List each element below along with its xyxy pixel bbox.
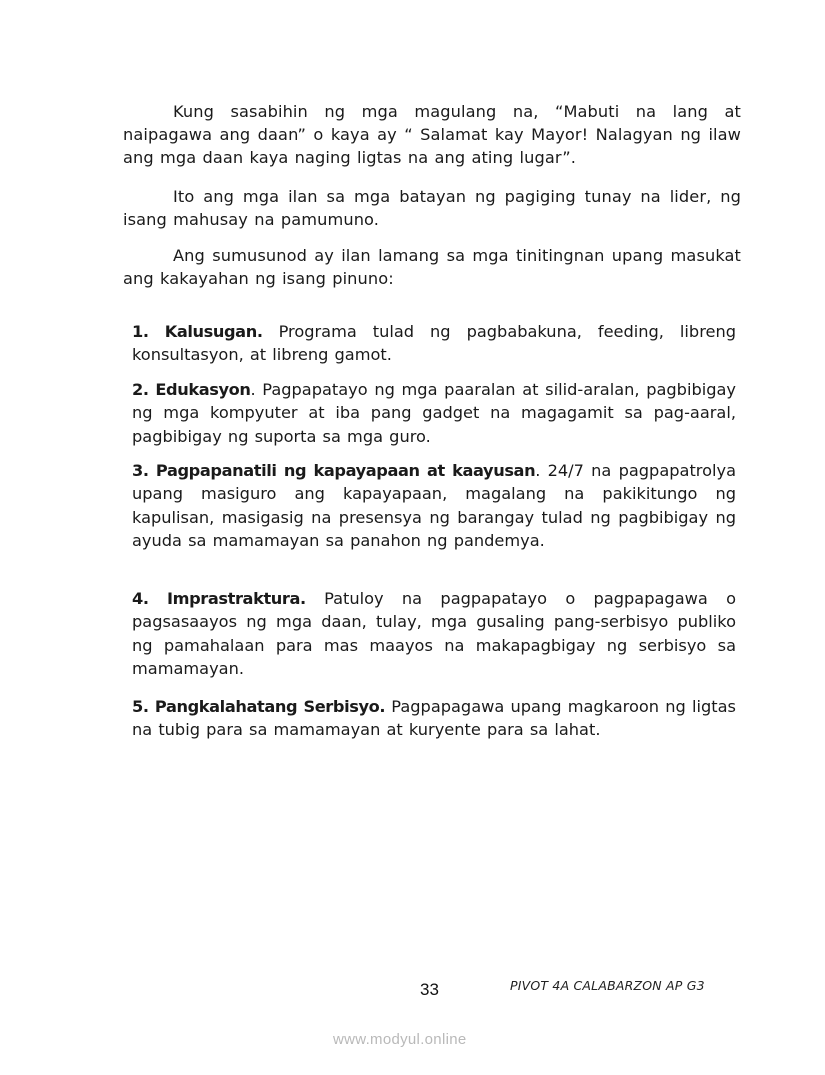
- list-item-heading: 4. Imprastraktura.: [132, 589, 306, 608]
- list-item: [132, 695, 736, 742]
- list-item-body: Patuloy na pagpapatayo o pagpapagawa o pagsasaayos ng mga daan, tulay, mga gusaling pang-serbisyo publiko ng pamahalaan para mas maayos na makapagbigay ng serbisyo sa mamamayan.: [132, 589, 736, 679]
- list-item-heading: 3. Pagpapanatili ng kapayapaan at kaayusan: [132, 461, 536, 480]
- list-item-body: . 24/7 na pagpapatrolya upang masiguro ang kapayapaan, magalang na pakikitungo ng kapulisan, masigasig na presensya ng barangay tulad ng pagbibigay ng ayuda sa mamamayan sa panahon ng pandemya.: [132, 461, 736, 551]
- list-item: [132, 378, 736, 448]
- list-item-heading: 2. Edukasyon: [132, 380, 251, 399]
- list-item: [132, 587, 736, 681]
- footer-label: PIVOT 4A CALABARZON AP G3: [510, 978, 705, 993]
- intro-paragraph: [123, 244, 741, 290]
- list-item-heading: 5. Pangkalahatang Serbisyo.: [132, 697, 386, 716]
- list-item-heading: 1. Kalusugan.: [132, 322, 263, 341]
- watermark: www.modyul.online: [333, 1031, 467, 1048]
- list-item-body: Pagpapagawa upang magkaroon ng ligtas na tubig para sa mamamayan at kuryente para sa lahat.: [132, 697, 736, 740]
- intro-paragraph-text: Ito ang mga ilan sa mga batayan ng pagiging tunay na lider, ng isang mahusay na pamumuno.: [123, 187, 741, 229]
- intro-paragraph: [123, 100, 741, 169]
- intro-paragraph-text: Ang sumusunod ay ilan lamang sa mga tinitingnan upang masukat ang kakayahan ng isang pinuno:: [123, 246, 741, 288]
- intro-paragraph-text: Kung sasabihin ng mga magulang na, “Mabuti na lang at naipagawa ang daan” o kaya ay “ Salamat kay Mayor! Nalagyan ng ilaw ang mga daan kaya naging ligtas na ang ating lugar”.: [123, 102, 741, 167]
- list-item-body: Programa tulad ng pagbabakuna, feeding, libreng konsultasyon, at libreng gamot.: [132, 322, 736, 365]
- page-number: 33: [420, 980, 439, 999]
- intro-paragraph: [123, 185, 741, 231]
- list-item: [132, 320, 736, 367]
- list-item: [132, 459, 736, 553]
- list-item-body: . Pagpapatayo ng mga paaralan at silid-aralan, pagbibigay ng mga kompyuter at iba pang gadget na magagamit sa pag-aaral, pagbibigay ng suporta sa mga guro.: [132, 380, 736, 446]
